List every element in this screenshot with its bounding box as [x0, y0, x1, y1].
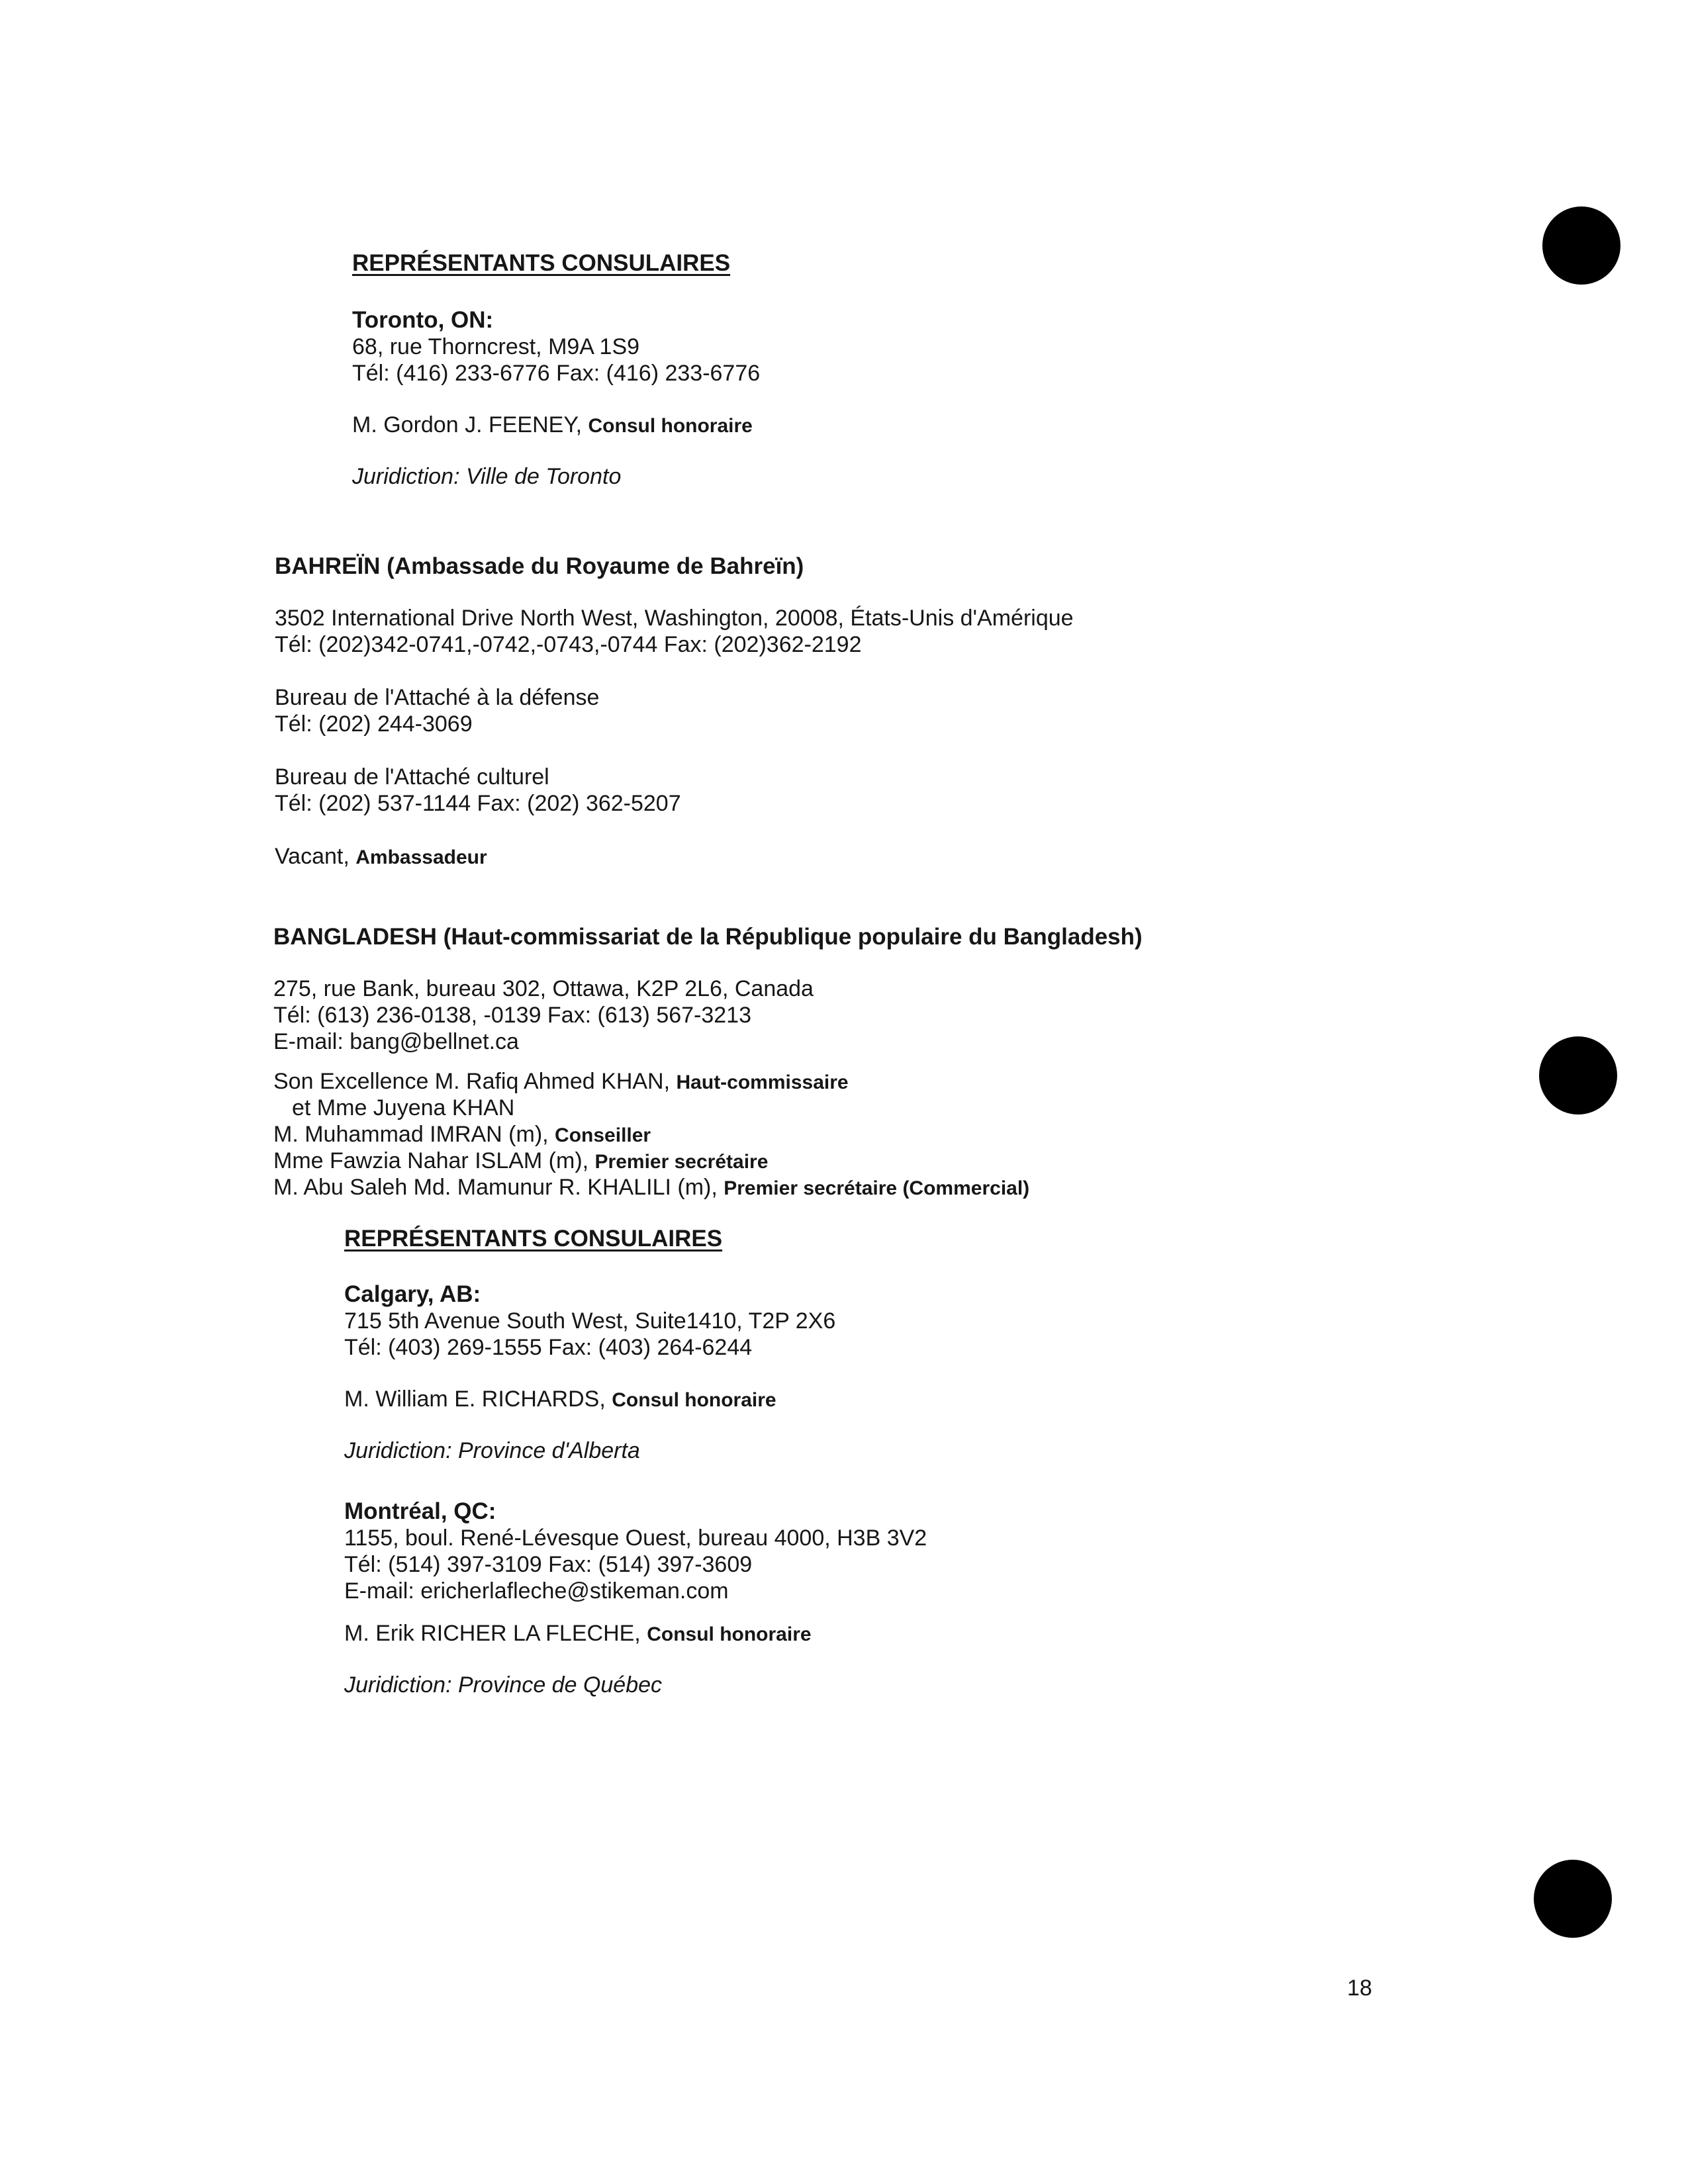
- page-number: 18: [1347, 1976, 1372, 2001]
- calgary-person: [344, 1386, 776, 1414]
- toronto-person-role: Consul honoraire: [588, 415, 753, 437]
- staff-role: Haut-commissaire: [676, 1071, 849, 1093]
- montreal-jurisdiction: Juridiction: Province de Québec: [344, 1672, 663, 1698]
- bahrain-ambassador-name: Vacant,: [275, 844, 350, 869]
- montreal-person-name: M. Erik RICHER LA FLECHE,: [344, 1621, 641, 1646]
- montreal-address: 1155, boul. René-Lévesque Ouest, bureau 4000, H3B 3V2: [344, 1525, 927, 1551]
- bangladesh-staff-row: [273, 1148, 768, 1175]
- bangladesh-phone: Tél: (613) 236-0138, -0139 Fax: (613) 567-3213: [273, 1003, 752, 1028]
- toronto-person-name: M. Gordon J. FEENEY,: [352, 412, 583, 437]
- bangladesh-email: E-mail: bang@bellnet.ca: [273, 1029, 519, 1054]
- bangladesh-consular-heading: REPRÉSENTANTS CONSULAIRES: [344, 1226, 723, 1251]
- toronto-person: [352, 412, 753, 439]
- montreal-phone: Tél: (514) 397-3109 Fax: (514) 397-3609: [344, 1552, 753, 1577]
- staff-name: M. Abu Saleh Md. Mamunur R. KHALILI (m),: [273, 1175, 718, 1200]
- staff-name: Son Excellence M. Rafiq Ahmed KHAN,: [273, 1069, 671, 1094]
- bahrain-cultural-phone: Tél: (202) 537-1144 Fax: (202) 362-5207: [275, 791, 681, 816]
- montreal-city: Montréal, QC:: [344, 1498, 496, 1524]
- staff-name: Mme Fawzia Nahar ISLAM (m),: [273, 1148, 589, 1173]
- staff-role: Premier secrétaire (Commercial): [724, 1177, 1030, 1199]
- bahrain-heading: BAHREÏN (Ambassade du Royaume de Bahreïn): [275, 553, 804, 579]
- bahrain-ambassador-role: Ambassadeur: [355, 846, 487, 868]
- calgary-city: Calgary, AB:: [344, 1281, 481, 1307]
- calgary-person-role: Consul honoraire: [612, 1389, 776, 1411]
- bahrain-ambassador: [275, 843, 487, 871]
- staff-role: Conseiller: [555, 1124, 651, 1146]
- bangladesh-staff-row: [273, 1068, 849, 1096]
- calgary-person-name: M. William E. RICHARDS,: [344, 1387, 606, 1412]
- toronto-address: 68, rue Thorncrest, M9A 1S9: [352, 334, 640, 359]
- top-consular-heading: REPRÉSENTANTS CONSULAIRES: [352, 250, 731, 276]
- bahrain-cultural-office: Bureau de l'Attaché culturel: [275, 764, 549, 790]
- punch-hole-bottom: [1534, 1860, 1612, 1938]
- punch-hole-top: [1542, 206, 1620, 285]
- toronto-jurisdiction: Juridiction: Ville de Toronto: [352, 464, 622, 489]
- staff-name: et Mme Juyena KHAN: [292, 1095, 515, 1120]
- calgary-jurisdiction: Juridiction: Province d'Alberta: [344, 1438, 640, 1463]
- punch-hole-middle: [1539, 1036, 1617, 1115]
- calgary-address: 715 5th Avenue South West, Suite1410, T2P 2X6: [344, 1308, 836, 1334]
- toronto-phone: Tél: (416) 233-6776 Fax: (416) 233-6776: [352, 361, 761, 386]
- bahrain-phone: Tél: (202)342-0741,-0742,-0743,-0744 Fax: (202)362-2192: [275, 632, 862, 657]
- staff-name: M. Muhammad IMRAN (m),: [273, 1122, 549, 1147]
- montreal-email: E-mail: ericherlafleche@stikeman.com: [344, 1578, 729, 1604]
- calgary-phone: Tél: (403) 269-1555 Fax: (403) 264-6244: [344, 1335, 753, 1360]
- bahrain-defense-office: Bureau de l'Attaché à la défense: [275, 685, 600, 710]
- bangladesh-address: 275, rue Bank, bureau 302, Ottawa, K2P 2L6, Canada: [273, 976, 814, 1001]
- bangladesh-heading: BANGLADESH (Haut-commissariat de la République populaire du Bangladesh): [273, 924, 1143, 950]
- bangladesh-staff-row: [273, 1095, 514, 1121]
- montreal-person: [344, 1620, 812, 1648]
- montreal-person-role: Consul honoraire: [647, 1623, 812, 1645]
- bahrain-defense-phone: Tél: (202) 244-3069: [275, 711, 473, 737]
- staff-role: Premier secrétaire: [594, 1151, 769, 1173]
- toronto-city: Toronto, ON:: [352, 307, 494, 333]
- bangladesh-staff-row: [273, 1174, 1029, 1202]
- bahrain-address: 3502 International Drive North West, Washington, 20008, États-Unis d'Amérique: [275, 606, 1074, 631]
- bangladesh-staff-row: [273, 1121, 651, 1149]
